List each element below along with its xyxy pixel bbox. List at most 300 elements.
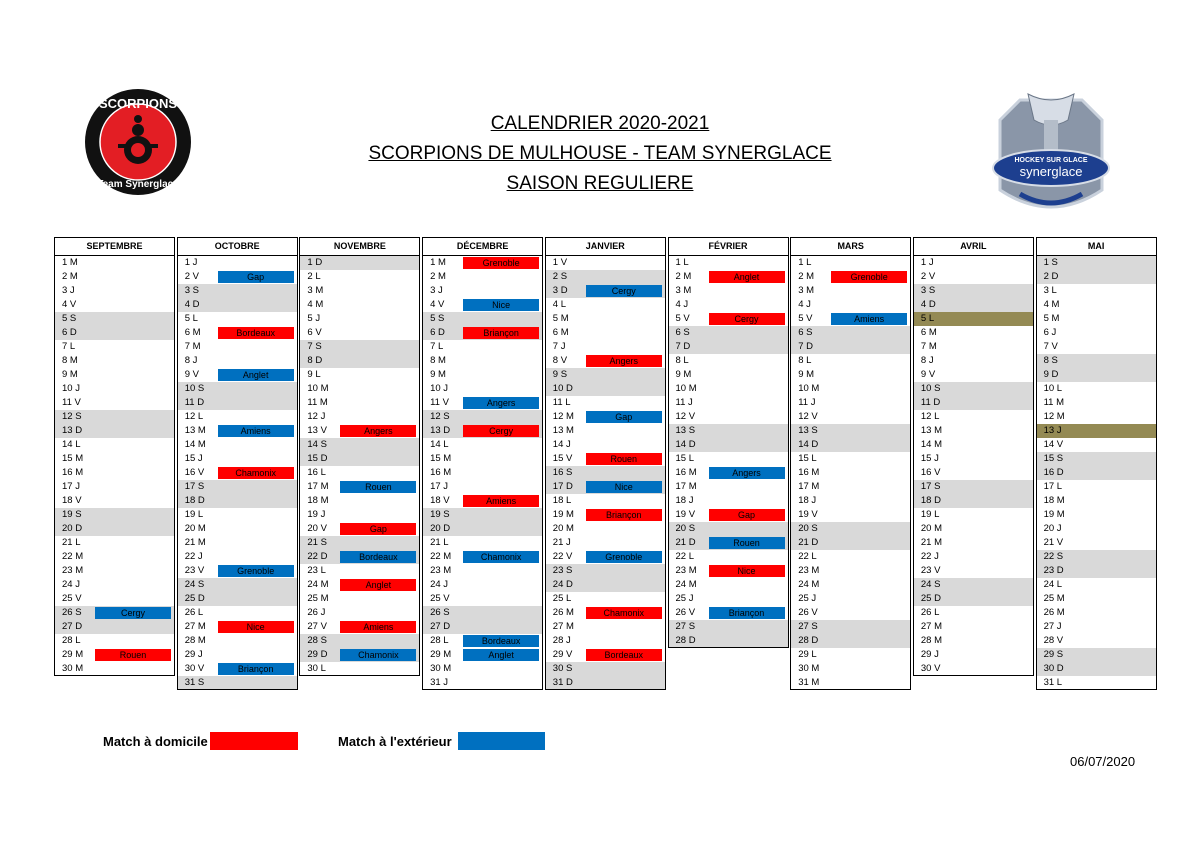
day-label: 17 D bbox=[552, 481, 573, 492]
day-label: 30 M bbox=[798, 663, 820, 674]
day-label: 11 J bbox=[798, 397, 816, 408]
day-cell bbox=[422, 256, 543, 270]
away-match: Amiens bbox=[218, 425, 294, 437]
day-cell bbox=[1036, 634, 1157, 648]
day-cell bbox=[1036, 494, 1157, 508]
day-cell bbox=[54, 452, 175, 466]
day-cell bbox=[422, 480, 543, 494]
day-cell bbox=[790, 326, 911, 340]
day-cell bbox=[1036, 620, 1157, 634]
day-cell bbox=[177, 270, 298, 284]
day-cell bbox=[790, 424, 911, 438]
day-label: 3 S bbox=[184, 285, 199, 296]
day-label: 18 V bbox=[430, 495, 450, 506]
day-cell bbox=[545, 382, 666, 396]
day-label: 15 V bbox=[552, 453, 573, 464]
day-label: 3 M bbox=[798, 285, 815, 296]
day-cell bbox=[790, 298, 911, 312]
day-cell bbox=[545, 312, 666, 326]
day-cell bbox=[422, 662, 543, 676]
home-match: Nice bbox=[709, 565, 785, 577]
day-cell bbox=[299, 382, 420, 396]
day-label: 1 S bbox=[1043, 257, 1058, 268]
day-cell bbox=[54, 648, 175, 662]
home-match: Amiens bbox=[463, 495, 539, 507]
day-label: 5 L bbox=[920, 313, 935, 324]
away-match: Anglet bbox=[463, 649, 539, 661]
day-cell bbox=[1036, 396, 1157, 410]
away-match: Anglet bbox=[218, 369, 294, 381]
day-cell bbox=[177, 326, 298, 340]
day-label: 8 M bbox=[430, 355, 446, 366]
day-label: 11 M bbox=[1043, 397, 1065, 408]
day-cell bbox=[790, 256, 911, 270]
day-cell bbox=[545, 550, 666, 564]
day-label: 24 D bbox=[552, 579, 573, 590]
day-cell bbox=[1036, 578, 1157, 592]
day-cell bbox=[913, 620, 1034, 634]
day-cell bbox=[299, 312, 420, 326]
home-match: Briançon bbox=[586, 509, 662, 521]
day-cell bbox=[177, 466, 298, 480]
day-cell bbox=[913, 634, 1034, 648]
day-cell bbox=[668, 620, 789, 634]
day-label: 9 M bbox=[675, 369, 692, 380]
day-label: 10 S bbox=[920, 383, 941, 394]
day-cell bbox=[790, 606, 911, 620]
day-label: 19 M bbox=[552, 509, 574, 520]
day-label: 23 M bbox=[798, 565, 820, 576]
home-match: Chamonix bbox=[586, 607, 662, 619]
day-cell bbox=[668, 564, 789, 578]
day-cell bbox=[790, 564, 911, 578]
day-cell bbox=[54, 368, 175, 382]
day-cell bbox=[299, 424, 420, 438]
day-label: 24 J bbox=[430, 579, 449, 590]
day-cell bbox=[790, 522, 911, 536]
away-match: Bordeaux bbox=[463, 635, 539, 647]
day-label: 20 M bbox=[184, 523, 206, 534]
day-label: 22 V bbox=[552, 551, 573, 562]
day-cell bbox=[790, 480, 911, 494]
home-match: Bordeaux bbox=[586, 649, 662, 661]
day-cell bbox=[545, 480, 666, 494]
away-match: Grenoble bbox=[218, 565, 294, 577]
day-cell bbox=[299, 508, 420, 522]
day-cell bbox=[177, 354, 298, 368]
day-cell bbox=[545, 676, 666, 690]
day-cell bbox=[913, 382, 1034, 396]
day-label: 5 M bbox=[1043, 313, 1060, 324]
day-label: 3 S bbox=[920, 285, 936, 296]
day-cell bbox=[177, 522, 298, 536]
away-match: Rouen bbox=[709, 537, 785, 549]
day-label: 21 S bbox=[307, 537, 327, 548]
day-cell bbox=[177, 536, 298, 550]
day-label: 22 J bbox=[184, 551, 203, 562]
day-label: 15 L bbox=[675, 453, 694, 464]
day-cell bbox=[1036, 368, 1157, 382]
day-cell bbox=[177, 298, 298, 312]
day-label: 11 J bbox=[675, 397, 693, 408]
day-label: 12 M bbox=[1043, 411, 1065, 422]
document-date: 06/07/2020 bbox=[1070, 754, 1136, 769]
day-label: 5 M bbox=[552, 313, 569, 324]
home-match: Cergy bbox=[463, 425, 539, 437]
day-cell bbox=[177, 312, 298, 326]
day-cell bbox=[545, 578, 666, 592]
day-cell bbox=[668, 536, 789, 550]
day-cell bbox=[299, 270, 420, 284]
day-label: 24 L bbox=[1043, 579, 1063, 590]
day-label: 1 M bbox=[430, 257, 446, 268]
day-label: 27 S bbox=[798, 621, 818, 632]
day-label: 13 M bbox=[552, 425, 574, 436]
day-cell bbox=[1036, 298, 1157, 312]
day-cell bbox=[913, 298, 1034, 312]
day-cell bbox=[299, 354, 420, 368]
day-label: 6 M bbox=[552, 327, 569, 338]
day-label: 29 D bbox=[307, 649, 328, 660]
day-cell bbox=[1036, 550, 1157, 564]
day-label: 27 S bbox=[675, 621, 696, 632]
day-cell bbox=[668, 298, 789, 312]
day-cell bbox=[913, 466, 1034, 480]
day-label: 22 M bbox=[430, 551, 452, 562]
day-label: 21 D bbox=[675, 537, 696, 548]
day-cell bbox=[668, 340, 789, 354]
day-label: 20 D bbox=[62, 523, 83, 534]
away-match: Rouen bbox=[340, 481, 416, 493]
day-label: 26 V bbox=[675, 607, 696, 618]
day-label: 31 S bbox=[184, 677, 205, 688]
day-label: 7 D bbox=[675, 341, 691, 352]
day-cell bbox=[299, 438, 420, 452]
day-cell bbox=[913, 452, 1034, 466]
day-cell bbox=[177, 340, 298, 354]
day-label: 13 J bbox=[1043, 425, 1062, 436]
day-cell bbox=[54, 354, 175, 368]
day-cell bbox=[790, 438, 911, 452]
day-label: 22 J bbox=[920, 551, 939, 562]
day-label: 7 L bbox=[62, 341, 76, 352]
home-match: Grenoble bbox=[463, 257, 539, 269]
day-label: 29 J bbox=[184, 649, 203, 660]
day-cell bbox=[790, 662, 911, 676]
day-label: 6 S bbox=[675, 327, 690, 338]
day-label: 7 D bbox=[798, 341, 813, 352]
day-label: 19 L bbox=[920, 509, 940, 520]
day-label: 18 J bbox=[798, 495, 817, 506]
day-label: 21 D bbox=[798, 537, 819, 548]
day-cell bbox=[422, 620, 543, 634]
day-label: 11 D bbox=[920, 397, 941, 408]
day-cell bbox=[299, 536, 420, 550]
day-label: 20 S bbox=[798, 523, 818, 534]
day-cell bbox=[422, 354, 543, 368]
day-label: 18 D bbox=[920, 495, 941, 506]
day-label: 26 M bbox=[552, 607, 574, 618]
day-cell bbox=[790, 634, 911, 648]
day-label: 30 D bbox=[1043, 663, 1064, 674]
day-cell bbox=[790, 382, 911, 396]
day-label: 9 M bbox=[62, 369, 78, 380]
day-label: 10 J bbox=[430, 383, 449, 394]
day-cell bbox=[177, 480, 298, 494]
day-label: 28 S bbox=[307, 635, 327, 646]
day-label: 7 S bbox=[307, 341, 322, 352]
day-cell bbox=[1036, 676, 1157, 690]
day-label: 20 D bbox=[430, 523, 451, 534]
day-label: 5 J bbox=[307, 313, 321, 324]
day-label: 31 L bbox=[1043, 677, 1063, 688]
day-cell bbox=[668, 522, 789, 536]
day-cell bbox=[1036, 508, 1157, 522]
day-label: 25 V bbox=[62, 593, 82, 604]
svg-text:Team Synerglace: Team Synerglace bbox=[97, 179, 179, 190]
away-match: Grenoble bbox=[586, 551, 662, 563]
day-cell bbox=[177, 410, 298, 424]
day-cell bbox=[668, 508, 789, 522]
day-cell bbox=[177, 606, 298, 620]
day-cell bbox=[668, 494, 789, 508]
day-cell bbox=[54, 298, 175, 312]
day-cell bbox=[54, 494, 175, 508]
day-cell bbox=[790, 578, 911, 592]
day-label: 23 L bbox=[307, 565, 326, 576]
month-column bbox=[177, 237, 298, 690]
day-label: 24 M bbox=[307, 579, 329, 590]
day-label: 27 D bbox=[430, 621, 451, 632]
day-cell bbox=[790, 396, 911, 410]
day-label: 3 J bbox=[62, 285, 75, 296]
day-cell bbox=[299, 326, 420, 340]
day-label: 7 M bbox=[184, 341, 201, 352]
day-cell bbox=[299, 466, 420, 480]
day-label: 26 L bbox=[920, 607, 940, 618]
day-label: 28 J bbox=[552, 635, 571, 646]
away-match: Gap bbox=[586, 411, 662, 423]
day-label: 29 S bbox=[1043, 649, 1064, 660]
day-cell bbox=[668, 550, 789, 564]
day-cell bbox=[790, 494, 911, 508]
day-label: 28 M bbox=[184, 635, 206, 646]
title-line3: SAISON REGULIERE bbox=[506, 173, 694, 194]
day-cell bbox=[54, 508, 175, 522]
day-cell bbox=[790, 312, 911, 326]
day-label: 14 M bbox=[920, 439, 943, 450]
day-label: 21 L bbox=[62, 537, 81, 548]
day-cell bbox=[545, 326, 666, 340]
day-label: 5 S bbox=[62, 313, 77, 324]
away-match: Chamonix bbox=[463, 551, 539, 563]
day-cell bbox=[177, 424, 298, 438]
day-label: 3 J bbox=[430, 285, 443, 296]
home-match: Nice bbox=[218, 621, 294, 633]
title-line2: SCORPIONS DE MULHOUSE - TEAM SYNERGLACE bbox=[368, 143, 832, 164]
day-label: 13 D bbox=[62, 425, 83, 436]
day-label: 2 V bbox=[184, 271, 199, 282]
away-match: Cergy bbox=[95, 607, 171, 619]
day-cell bbox=[545, 298, 666, 312]
day-cell bbox=[177, 508, 298, 522]
day-label: 23 D bbox=[1043, 565, 1064, 576]
day-cell bbox=[1036, 452, 1157, 466]
month-column bbox=[54, 237, 175, 676]
day-cell bbox=[422, 340, 543, 354]
month-header: NOVEMBRE bbox=[299, 237, 420, 256]
day-label: 14 M bbox=[184, 439, 206, 450]
day-label: 22 D bbox=[307, 551, 328, 562]
month-column bbox=[790, 237, 911, 690]
day-label: 7 M bbox=[920, 341, 937, 352]
day-label: 15 S bbox=[1043, 453, 1064, 464]
day-label: 2 M bbox=[675, 271, 692, 282]
day-cell bbox=[1036, 564, 1157, 578]
day-cell bbox=[299, 634, 420, 648]
day-label: 12 V bbox=[675, 411, 696, 422]
day-cell bbox=[54, 522, 175, 536]
day-cell bbox=[1036, 354, 1157, 368]
away-match: Angers bbox=[463, 397, 539, 409]
home-match: Gap bbox=[709, 509, 785, 521]
day-label: 8 M bbox=[62, 355, 78, 366]
day-label: 23 V bbox=[920, 565, 941, 576]
day-label: 28 V bbox=[1043, 635, 1064, 646]
day-cell bbox=[668, 480, 789, 494]
day-cell bbox=[54, 270, 175, 284]
day-cell bbox=[913, 564, 1034, 578]
month-header: MARS bbox=[790, 237, 911, 256]
day-cell bbox=[1036, 312, 1157, 326]
day-label: 10 M bbox=[307, 383, 329, 394]
away-match: Briançon bbox=[218, 663, 294, 675]
day-cell bbox=[1036, 410, 1157, 424]
day-cell bbox=[299, 494, 420, 508]
day-label: 28 D bbox=[675, 635, 696, 646]
day-cell bbox=[545, 452, 666, 466]
day-label: 23 M bbox=[675, 565, 697, 576]
day-cell bbox=[177, 452, 298, 466]
day-cell bbox=[422, 564, 543, 578]
day-label: 26 J bbox=[307, 607, 326, 618]
day-label: 17 M bbox=[675, 481, 697, 492]
svg-text:SCORPIONS: SCORPIONS bbox=[98, 96, 178, 111]
day-label: 6 V bbox=[307, 327, 322, 338]
day-label: 30 V bbox=[920, 663, 941, 674]
day-label: 18 V bbox=[62, 495, 82, 506]
day-cell bbox=[299, 256, 420, 270]
day-label: 29 M bbox=[62, 649, 84, 660]
day-cell bbox=[177, 368, 298, 382]
calendar-grid bbox=[54, 237, 1158, 691]
day-label: 12 S bbox=[430, 411, 450, 422]
day-label: 12 L bbox=[920, 411, 940, 422]
day-label: 27 V bbox=[307, 621, 327, 632]
day-cell bbox=[54, 312, 175, 326]
day-cell bbox=[422, 550, 543, 564]
day-label: 9 S bbox=[552, 369, 568, 380]
day-cell bbox=[913, 648, 1034, 662]
day-label: 25 J bbox=[798, 593, 817, 604]
day-cell bbox=[913, 424, 1034, 438]
day-cell bbox=[422, 676, 543, 690]
day-cell bbox=[790, 368, 911, 382]
day-label: 14 L bbox=[62, 439, 81, 450]
day-cell bbox=[1036, 648, 1157, 662]
day-label: 13 S bbox=[798, 425, 818, 436]
day-label: 1 J bbox=[184, 257, 198, 268]
day-label: 1 D bbox=[307, 257, 323, 268]
day-cell bbox=[545, 564, 666, 578]
day-cell bbox=[913, 592, 1034, 606]
day-label: 4 V bbox=[430, 299, 445, 310]
day-cell bbox=[54, 550, 175, 564]
day-label: 8 D bbox=[307, 355, 323, 366]
day-cell bbox=[790, 508, 911, 522]
day-label: 9 M bbox=[798, 369, 815, 380]
day-label: 17 L bbox=[1043, 481, 1063, 492]
day-cell bbox=[913, 340, 1034, 354]
month-column bbox=[545, 237, 666, 690]
month-header: AVRIL bbox=[913, 237, 1034, 256]
day-label: 25 D bbox=[920, 593, 941, 604]
day-cell bbox=[177, 648, 298, 662]
day-label: 6 M bbox=[184, 327, 201, 338]
day-label: 20 V bbox=[307, 523, 327, 534]
day-cell bbox=[299, 662, 420, 676]
day-cell bbox=[913, 326, 1034, 340]
day-cell bbox=[422, 368, 543, 382]
day-label: 15 D bbox=[307, 453, 328, 464]
day-cell bbox=[545, 368, 666, 382]
day-label: 7 L bbox=[430, 341, 444, 352]
day-label: 31 M bbox=[798, 677, 820, 688]
day-label: 16 V bbox=[920, 467, 941, 478]
home-match: Rouen bbox=[586, 453, 662, 465]
day-label: 23 S bbox=[552, 565, 573, 576]
day-cell bbox=[913, 508, 1034, 522]
day-label: 4 M bbox=[307, 299, 324, 310]
day-label: 2 V bbox=[920, 271, 936, 282]
home-match: Cergy bbox=[709, 313, 785, 325]
day-cell bbox=[299, 284, 420, 298]
day-cell bbox=[422, 452, 543, 466]
home-match: Angers bbox=[340, 425, 416, 437]
day-cell bbox=[913, 550, 1034, 564]
day-cell bbox=[790, 410, 911, 424]
day-cell bbox=[545, 340, 666, 354]
day-label: 16 L bbox=[307, 467, 326, 478]
day-label: 9 L bbox=[307, 369, 321, 380]
home-match: Angers bbox=[586, 355, 662, 367]
day-label: 2 L bbox=[307, 271, 321, 282]
home-match: Briançon bbox=[463, 327, 539, 339]
day-cell bbox=[422, 298, 543, 312]
day-label: 2 M bbox=[62, 271, 78, 282]
day-label: 14 S bbox=[307, 439, 327, 450]
day-label: 14 D bbox=[675, 439, 696, 450]
day-cell bbox=[1036, 424, 1157, 438]
title-line1: CALENDRIER 2020-2021 bbox=[490, 113, 710, 134]
month-column bbox=[913, 237, 1034, 676]
day-label: 30 V bbox=[184, 663, 205, 674]
day-cell bbox=[54, 536, 175, 550]
day-cell bbox=[299, 578, 420, 592]
day-cell bbox=[545, 256, 666, 270]
away-match: Gap bbox=[218, 271, 294, 283]
day-cell bbox=[422, 312, 543, 326]
